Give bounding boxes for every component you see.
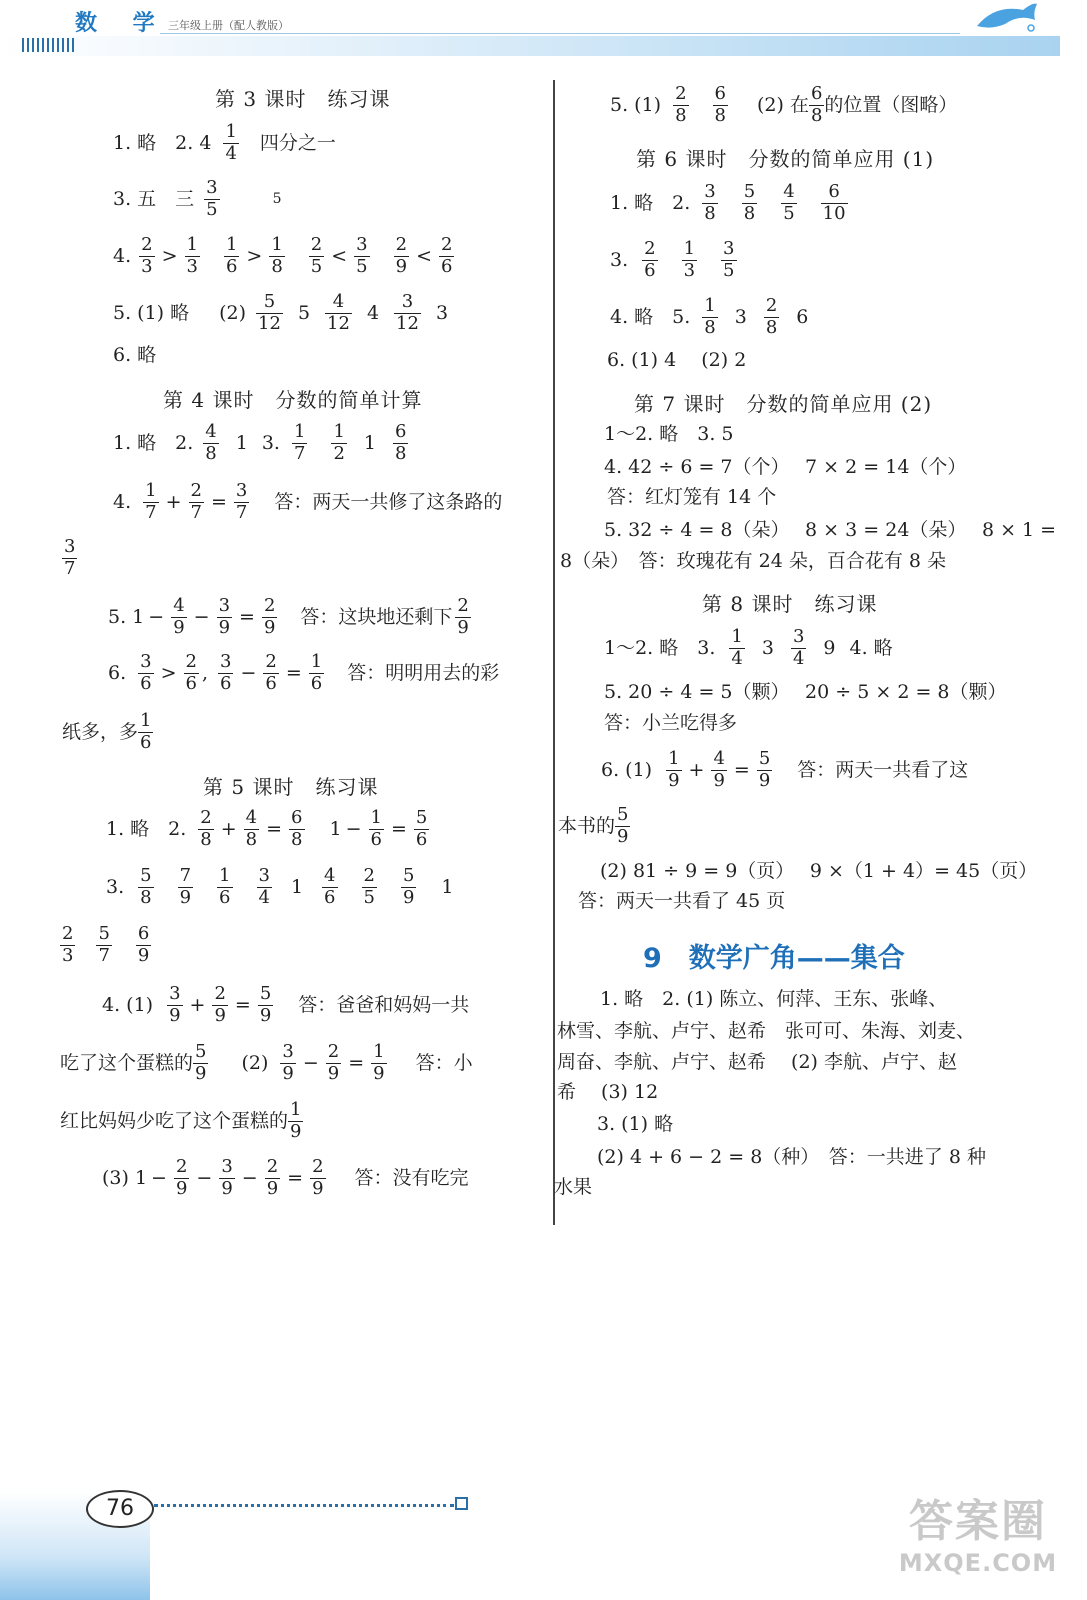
- footer-square-icon: [455, 1497, 468, 1510]
- header-ticks: [22, 38, 74, 52]
- answer-l8-5-ans: 答：小兰吃得多: [604, 712, 738, 734]
- header-band: [0, 36, 1060, 56]
- answer-l8-6-1: 6. (1) $\frac{1}{9}$ + $\frac{4}{9}$ = $\frac{5}{9}$ 答：两天一共看了这: [601, 748, 969, 791]
- answer-l4-6: 6. $\frac{3}{6}$ > $\frac{2}{6}$ , $\frac{3}{6}$ − $\frac{2}{6}$ = $\frac{1}{6}$ 答：明明用去的彩: [108, 651, 500, 694]
- answer-l7-5-ans: 8（朵） 答：玫瑰花有 24 朵，百合花有 8 朵: [560, 550, 947, 572]
- answer-l3-5: 5. (1) 略 (2) $\frac{5}{12}$ 5 $\frac{4}{12}$ 4 $\frac{3}{12}$ 3: [113, 291, 449, 334]
- answer-c9-1-line4: 希 (3) 12: [557, 1081, 659, 1103]
- answer-l7-4-ans: 答：红灯笼有 14 个: [607, 486, 777, 508]
- page-number: 76: [86, 1490, 154, 1528]
- lesson-4-title: 第 4 课时 分数的简单计算: [163, 388, 423, 412]
- page-header: [0, 0, 1087, 60]
- lesson-8-title: 第 8 课时 练习课: [702, 592, 878, 616]
- answer-l7-4: 4. 42 ÷ 6 = 7（个） 7 × 2 = 14（个）: [604, 456, 967, 478]
- answer-l6-3: 3. $\frac{2}{6}$ $\frac{1}{3}$ $\frac{3}{5}$: [610, 238, 735, 281]
- answer-l5-3-cont: $\frac{2}{3}$ $\frac{5}{7}$ $\frac{6}{9}$: [62, 923, 150, 966]
- lesson-5-title: 第 5 课时 练习课: [203, 775, 379, 799]
- answer-l8-6-1-cont: 本书的 $\frac{5}{9}$: [558, 804, 629, 847]
- answer-l8-1: 1～2. 略 3. $\frac{1}{4}$ 3 $\frac{3}{4}$ 9 4. 略: [604, 626, 893, 669]
- answer-l7-1: 1～2. 略 3. 5: [604, 423, 734, 445]
- watermark-url: MXQE.COM: [898, 1549, 1058, 1577]
- watermark: [888, 1485, 1068, 1585]
- answer-c9-3-2-cont: 水果: [554, 1176, 593, 1198]
- answer-l3-1: 1. 略 2. 4 $\frac{1}{4}$ 四分之一: [113, 121, 336, 164]
- column-divider: [553, 80, 555, 1225]
- footer-dotted-line: [154, 1504, 454, 1507]
- lesson-7-title: 第 7 课时 分数的简单应用 (2): [634, 392, 933, 416]
- answer-l7-5: 5. 32 ÷ 4 = 8（朵） 8 × 3 = 24（朵） 8 × 1 =: [604, 519, 1057, 541]
- answer-l5-4-3: 红比妈妈少吃了这个蛋糕的 $\frac{1}{9}$: [60, 1099, 302, 1142]
- lesson-6-title: 第 6 课时 分数的简单应用 (1): [636, 147, 935, 171]
- answer-l3-4: 4. $\frac{2}{3}$ > $\frac{1}{3}$ $\frac{1}{6}$ > $\frac{1}{8}$ $\frac{2}{5}$ < $\frac{3}{5}$ $\frac{2}{9}$ < $\frac{2}{6}$: [113, 234, 453, 277]
- answer-c9-3: 3. (1) 略: [597, 1113, 674, 1135]
- answer-l5-4-4: (3) 1 − $\frac{2}{9}$ − $\frac{3}{9}$ − $\frac{2}{9}$ = $\frac{2}{9}$ 答：没有吃完: [102, 1156, 469, 1199]
- answer-l6-4: 4. 略 5. $\frac{1}{8}$ 3 $\frac{2}{8}$ 6: [610, 295, 809, 338]
- answer-l5-3: 3. $\frac{5}{8}$ $\frac{7}{9}$ $\frac{1}{6}$ $\frac{3}{4}$ 1 $\frac{4}{6}$ $\frac{2}{5}$ $\frac{5}{9}$ 1: [106, 865, 454, 908]
- answer-c9-3-2: (2) 4 + 6 − 2 = 8（种） 答：一共进了 8 种: [597, 1146, 986, 1168]
- answer-l8-6-2-ans: 答：两天一共看了 45 页: [578, 890, 786, 912]
- answer-c9-1-line3: 周奋、李航、卢宁、赵希 (2) 李航、卢宁、赵: [557, 1051, 957, 1073]
- answer-l5-1: 1. 略 2. $\frac{2}{8}$ + $\frac{4}{8}$ = $\frac{6}{8}$ 1 − $\frac{1}{6}$ = $\frac{5}{6}$: [106, 807, 428, 850]
- answer-l8-6-2: (2) 81 ÷ 9 = 9（页） 9 ×（1 + 4）= 45（页）: [600, 860, 1038, 882]
- answer-c9-1: 1. 略 2. (1) 陈立、何萍、王东、张峰、: [600, 988, 948, 1010]
- answer-l3-3: 3. 五 三 $\frac{3}{5}$ 5: [113, 177, 282, 220]
- answer-l4-4: 4. $\frac{1}{7}$ + $\frac{2}{7}$ = $\frac{3}{7}$ 答：两天一共修了这条路的: [113, 480, 503, 523]
- answer-l4-4-cont: $\frac{3}{7}$: [64, 536, 76, 579]
- answer-l6-6: 6. (1) 4 (2) 2: [607, 349, 747, 371]
- answer-l4-5: 5. 1 − $\frac{4}{9}$ − $\frac{3}{9}$ = $\frac{2}{9}$ 答：这块地还剩下 $\frac{2}{9}$: [108, 595, 469, 638]
- answer-l5-5: 5. (1) $\frac{2}{8}$ $\frac{6}{8}$ (2) 在 $\frac{6}{8}$ 的位置（图略）: [610, 83, 958, 126]
- dolphin-icon: [975, 0, 1045, 36]
- answer-l5-4-1: 4. (1) $\frac{3}{9}$ + $\frac{2}{9}$ = $\frac{5}{9}$ 答：爸爸和妈妈一共: [102, 983, 470, 1026]
- answer-l4-6-cont: 纸多，多 $\frac{1}{6}$: [62, 710, 152, 753]
- answer-l5-4-2: 吃了这个蛋糕的 $\frac{5}{9}$ (2) $\frac{3}{9}$ − $\frac{2}{9}$ = $\frac{1}{9}$ 答：小: [60, 1041, 473, 1084]
- subject-title: 数 学: [75, 10, 169, 36]
- grade-label: 三年级上册（配人教版）: [168, 19, 289, 32]
- answer-l8-5: 5. 20 ÷ 4 = 5（颗） 20 ÷ 5 × 2 = 8（颗）: [604, 681, 1007, 703]
- chapter-title: 9 数学广角——集合: [643, 943, 905, 974]
- header-rule: [160, 33, 960, 34]
- lesson-3-title: 第 3 课时 练习课: [215, 87, 391, 111]
- answer-l3-6: 6. 略: [113, 344, 157, 366]
- answer-c9-1-line2: 林雪、李航、卢宁、赵希 张可可、朱海、刘麦、: [557, 1020, 976, 1042]
- answer-l4-1: 1. 略 2. $\frac{4}{8}$ 1 3. $\frac{1}{7}$ $\frac{1}{2}$ 1 $\frac{6}{8}$: [113, 421, 407, 464]
- watermark-logo: 答案圈: [909, 1496, 1047, 1547]
- answer-l6-1: 1. 略 2. $\frac{3}{8}$ $\frac{5}{8}$ $\frac{4}{5}$ $\frac{6}{10}$: [610, 181, 846, 224]
